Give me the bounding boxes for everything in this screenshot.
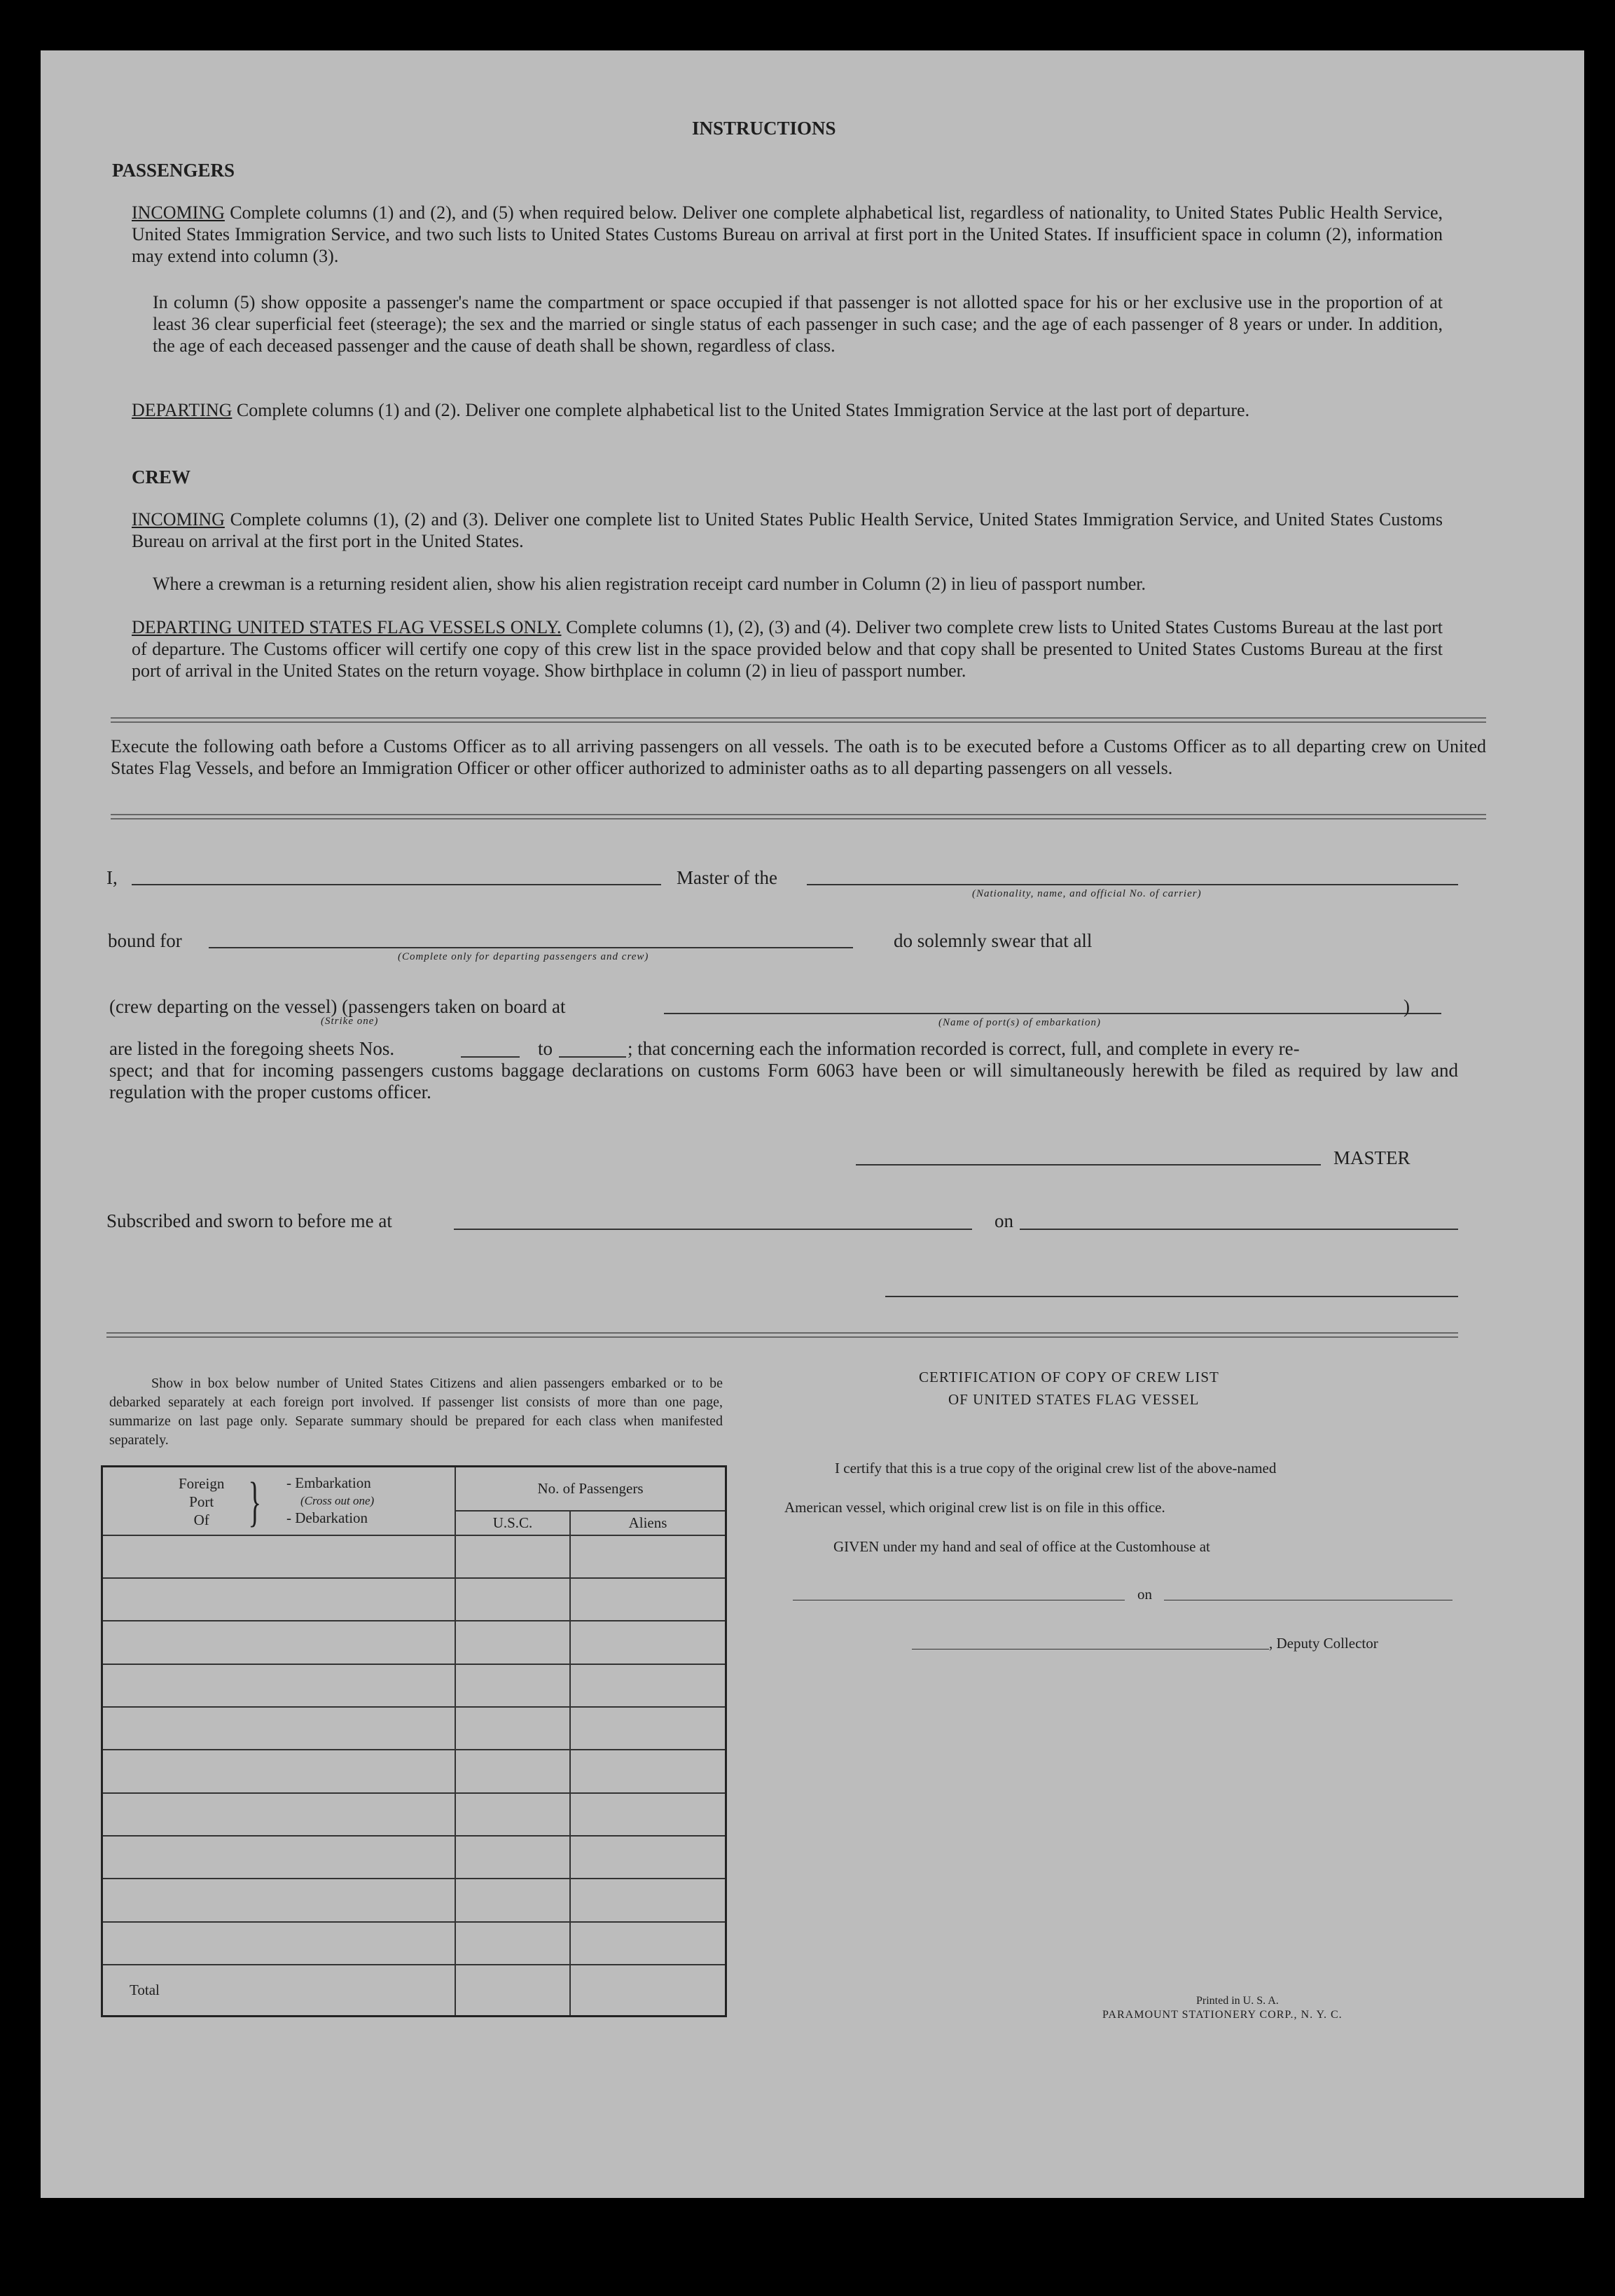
port-cell[interactable] [102,1879,456,1921]
strike-one-note: (Strike one) [321,1016,379,1027]
certify-line-1: I certify that this is a true copy of the original crew list of the above-named [835,1460,1277,1477]
port-header-cell [102,1467,456,1535]
port-note: (Name of port(s) of embarkation) [938,1017,1101,1028]
certification-title-1: CERTIFICATION OF COPY OF CREW LIST [919,1369,1219,1385]
given-line: GIVEN under my hand and seal of office at the Customhouse at [833,1538,1210,1555]
aliens-cell[interactable] [570,1664,726,1707]
port-cell[interactable] [102,1793,456,1836]
usc-cell[interactable] [455,1793,570,1836]
passengers-heading: PASSENGERS [112,160,235,181]
divider [111,814,1486,819]
port-label: Port [189,1493,214,1510]
port-cell[interactable] [102,1836,456,1879]
oath-i-label: I, [106,867,118,888]
sheet-from-field[interactable] [461,1056,520,1058]
sworn-place-field[interactable] [454,1229,972,1230]
cross-out-note: (Cross out one) [300,1494,375,1507]
crew-incoming-text: Complete columns (1), (2) and (3). Deliver one complete list to United States Public Health Service, United States Immigration Service, and United States Customs Bureau on arrival at the first port in the United States. [132,509,1443,551]
sheet-to-field[interactable] [559,1056,626,1058]
no-passengers-header: No. of Passengers [455,1467,726,1511]
passengers-incoming-paragraph [132,202,1443,267]
printed-in-usa: Printed in U. S. A. [1196,1995,1279,2007]
departing-note: (Complete only for departing passengers and crew) [398,951,649,962]
aliens-cell[interactable] [570,1578,726,1621]
aliens-cell[interactable] [570,1621,726,1664]
printer-name: PARAMOUNT STATIONERY CORP., N. Y. C. [1102,2009,1343,2021]
port-cell[interactable] [102,1750,456,1792]
aliens-cell[interactable] [570,1836,726,1879]
usc-cell[interactable] [455,1664,570,1707]
usc-cell[interactable] [455,1707,570,1750]
crew-incoming-paragraph [132,509,1443,552]
flag-vessels-paragraph [132,616,1443,682]
document-sheet [41,50,1584,2198]
usc-cell[interactable] [455,1621,570,1664]
master-signature-field[interactable] [856,1164,1321,1166]
passenger-summary-table [101,1465,727,2017]
usc-cell[interactable] [455,1750,570,1792]
total-label: Total [102,1965,456,2017]
port-cell[interactable] [102,1621,456,1664]
foreign-label: Foreign [179,1475,225,1492]
aliens-cell[interactable] [570,1922,726,1965]
embarkation-port-field[interactable] [664,1013,1441,1014]
usc-cell[interactable] [455,1922,570,1965]
subscribed-label: Subscribed and sworn to before me at [106,1210,392,1231]
incoming-label: INCOMING [132,202,225,223]
certify-line-2: American vessel, which original crew list is on file in this office. [784,1499,1165,1516]
carrier-field[interactable] [807,884,1458,885]
debarkation-label: - Debarkation [286,1509,368,1526]
aliens-cell[interactable] [570,1535,726,1578]
carrier-note: (Nationality, name, and official No. of carrier) [972,888,1202,899]
sworn-date-field[interactable] [1020,1229,1458,1230]
embarkation-label: - Embarkation [286,1474,371,1491]
aliens-cell[interactable] [570,1750,726,1792]
divider [106,1332,1458,1338]
deputy-collector-label: , Deputy Collector [1269,1635,1378,1652]
certification-title-2: OF UNITED STATES FLAG VESSEL [948,1391,1200,1408]
crew-incoming-label: INCOMING [132,509,225,530]
listed-label: are listed in the foregoing sheets Nos. [109,1038,395,1059]
aliens-total-cell[interactable] [570,1965,726,2017]
aliens-cell[interactable] [570,1707,726,1750]
officer-signature-field[interactable] [885,1296,1458,1297]
listed-to-label: to [538,1038,553,1059]
swear-label: do solemnly swear that all [894,930,1093,951]
certification-on-label: on [1137,1586,1152,1603]
incoming-text: Complete columns (1) and (2), and (5) when required below. Deliver one complete alphabetical list, regardless of nationality, to United States Public Health Service, United States Immigration Service, and two such lists to United States Customs Bureau on arrival at first port in the United States. If insufficient space in column (2), information may extend into column (3). [132,202,1443,266]
crew-heading: CREW [132,466,191,487]
crewman-paragraph: Where a crewman is a returning resident alien, show his alien registration receipt card number in Column (2) in lieu of passport number. [153,574,1146,594]
master-label: MASTER [1333,1147,1410,1168]
flag-vessels-label: DEPARTING UNITED STATES FLAG VESSELS ONLY. [132,617,562,637]
port-cell[interactable] [102,1922,456,1965]
usc-header: U.S.C. [455,1511,570,1535]
usc-cell[interactable] [455,1535,570,1578]
page-title: INSTRUCTIONS [692,118,836,139]
listed-text-2: spect; and that for incoming passengers customs baggage declarations on customs Form 6063 have been or will simultaneously herewith be filed as required by law and regulation with the proper customs officer. [109,1060,1458,1102]
passengers-departing-paragraph [132,399,1443,421]
aliens-cell[interactable] [570,1879,726,1921]
listed-text-1: ; that concerning each the information recorded is correct, full, and complete in every re- [628,1038,1300,1059]
of-label: Of [193,1512,209,1528]
flag-vessels-text: Complete columns (1), (2), (3) and (4). Deliver two complete crew lists to United States Customs Bureau at the last port of departure. The Customs officer will certify one copy of this crew list in the space provided below and that copy shall be presented to United States Customs Bureau at the first port of arrival in the United States on the return voyage. Show birthplace in column (2) in lieu of passport number. [132,617,1443,681]
column5-paragraph: In column (5) show opposite a passenger's name the compartment or space occupied if that passenger is not allotted space for his or her exclusive use in the proportion of at least 36 clear superficial feet (steerage); the sex and the married or single status of each passenger in such case; and the age of each passenger of 8 years or under. In addition, the age of each deceased passenger and the cause of death shall be shown, regardless of class. [153,292,1443,356]
crew-departing-label: (crew departing on the vessel) (passengers taken on board at [109,996,566,1017]
departing-label: DEPARTING [132,400,233,420]
departing-text: Complete columns (1) and (2). Deliver one complete alphabetical list to the United States Immigration Service at the last port of departure. [236,400,1250,420]
bound-for-label: bound for [108,930,182,951]
summary-note: Show in box below number of United States Citizens and alien passengers embarked or to be debarked separately at each foreign port involved. If passenger list consists of more than one page, summarize on last page only. Separate summary should be prepared for each class when manifested separately. [109,1376,723,1448]
port-cell[interactable] [102,1707,456,1750]
brace-icon: } [248,1471,262,1532]
oath-instructions: Execute the following oath before a Customs Officer as to all arriving passengers on all vessels. The oath is to be executed before a Customs Officer as to all departing crew on United States Flag Vessels, and before an Immigration Officer or other officer authorized to administer oaths as to all departing passengers on all vessels. [111,736,1486,778]
port-cell[interactable] [102,1664,456,1707]
bound-for-field[interactable] [209,947,853,948]
close-paren: ) [1403,996,1410,1017]
deputy-signature-field[interactable] [912,1649,1269,1650]
port-cell[interactable] [102,1578,456,1621]
usc-cell[interactable] [455,1578,570,1621]
master-name-field[interactable] [132,884,661,885]
usc-cell[interactable] [455,1836,570,1879]
divider [111,717,1486,723]
master-of-the-label: Master of the [677,867,777,888]
aliens-cell[interactable] [570,1793,726,1836]
port-cell[interactable] [102,1535,456,1578]
usc-total-cell[interactable] [455,1965,570,2017]
aliens-header: Aliens [570,1511,726,1535]
usc-cell[interactable] [455,1879,570,1921]
sworn-on-label: on [994,1210,1013,1231]
